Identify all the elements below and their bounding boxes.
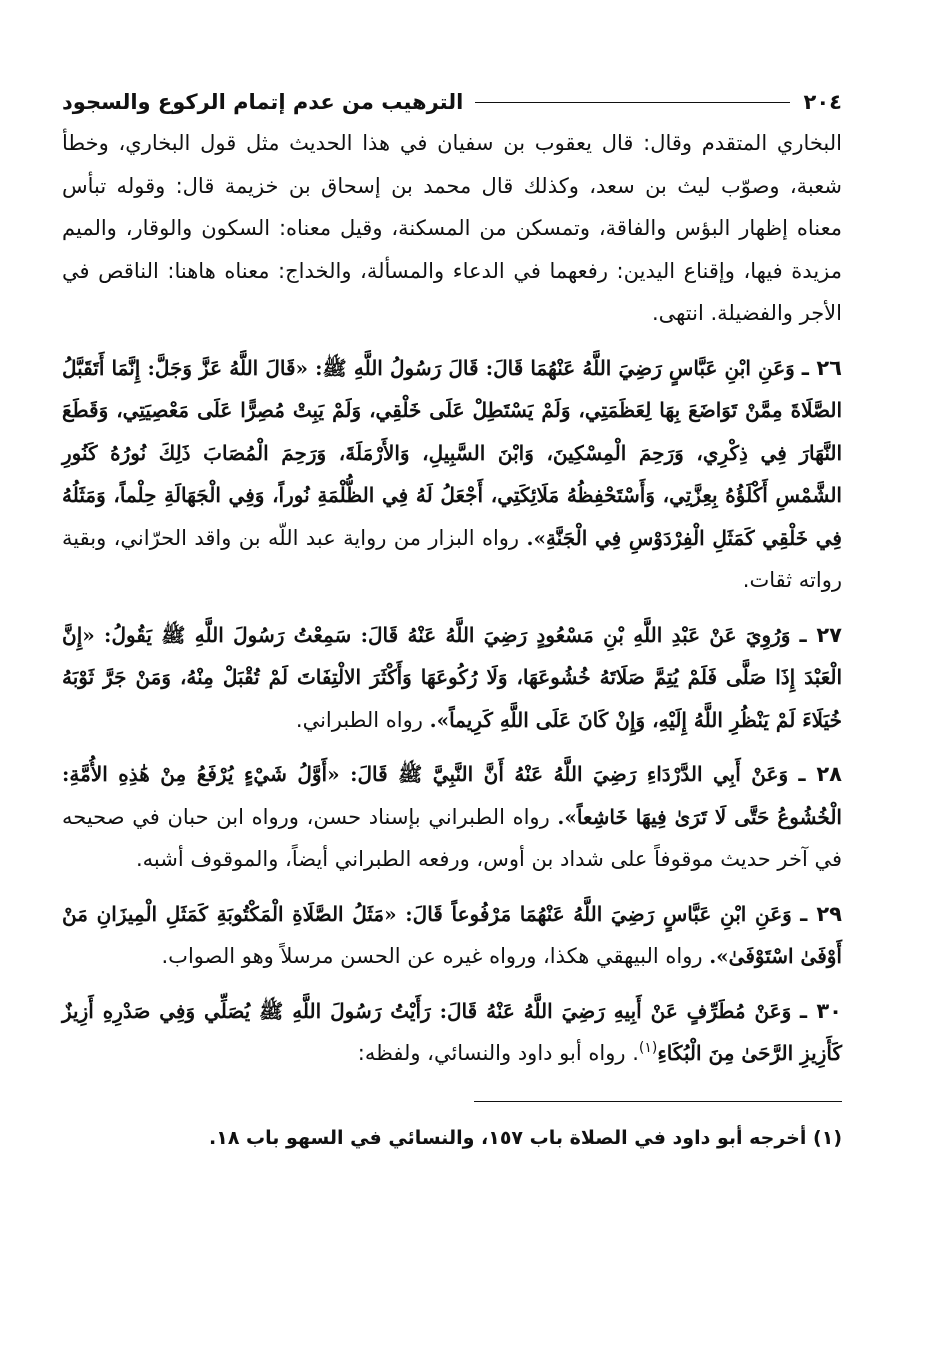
footnote: [62, 1122, 842, 1154]
hadith-text: وَرُوِيَ عَنْ عَبْدِ اللَّهِ بْنِ مَسْعُودٍ رَضِيَ اللَّهُ عَنْهُ قَالَ: سَمِعْتُ رَسُولَ اللَّهِ ﷺ يَقُولُ: «إِنَّ الْعَبْدَ إِذَا صَلَّى فَلَمْ يُتِمَّ صَلَاتَهُ خُشُوعَهَا، وَلَا رُكُوعَهَا وَأَكْثَرَ الالْتِفَاتَ لَمْ تُقْبَلْ مِنْهُ، وَمَنْ جَرَّ ثَوْبَهُ خُيَلَاءَ لَمْ يَنْظُرِ اللَّهُ إِلَيْهِ، وَإِنْ كَانَ عَلَى اللَّهِ كَرِيماً».: [62, 622, 842, 732]
hadith-source: رواه البزار من رواية عبد اللّه بن واقد الحرّاني، وبقية رواته ثقات.: [62, 525, 842, 592]
page-body: [62, 122, 842, 1075]
hadith-source: رواه الطبراني.: [295, 707, 423, 732]
hadith-number: ٢٦ ـ: [801, 355, 842, 380]
hadith-text: وَعَنِ ابْنِ عَبَّاسٍ رَضِيَ اللَّهُ عَنْهُمَا مَرْفُوعاً قَالَ: «مَثَلُ الصَّلَاةِ الْمَكْتُوبَةِ كَمَثَلِ الْمِيزَانِ مَنْ أَوْفَىٰ اسْتَوْفَىٰ».: [62, 901, 842, 968]
hadith-29: [62, 893, 842, 978]
footnote-reference[interactable]: (١): [638, 1040, 658, 1056]
hadith-28: [62, 753, 842, 881]
hadith-number: ٢٨ ـ: [798, 762, 842, 786]
hadith-text: وَعَنْ أَبِي الدَّرْدَاءِ رَضِيَ اللَّهُ عَنْهُ أَنَّ النَّبِيَّ ﷺ قَالَ: «أَوَّلُ شَيْءٍ يُرْفَعُ مِنْ هَٰذِهِ الأُمَّةِ: الْخُشُوعُ حَتَّى لَا تَرَىٰ فِيهَا خَاشِعاً».: [62, 762, 842, 829]
hadith-number: ٢٩ ـ: [800, 901, 842, 926]
hadith-source: رواه البيهقي هكذا، ورواه غيره عن الحسن مرسلاً وهو الصواب.: [161, 944, 703, 968]
header-rule: [475, 102, 789, 103]
running-title: الترهيب من عدم إتمام الركوع والسجود: [62, 90, 464, 114]
hadith-26: [62, 347, 842, 602]
footnote-text: أخرجه أبو داود في الصلاة باب ١٥٧، والنسائي في السهو باب ١٨.: [209, 1126, 807, 1149]
intro-paragraph: البخاري المتقدم وقال: قال يعقوب بن سفيان في هذا الحديث مثل قول البخاري، وخطأ شعبة، وصوّب ليث بن سعد، وكذلك قال محمد بن إسحاق بن خزيمة قال: وقوله تبأس معناه إظهار البؤس والفاقة، وتمسكن من المسكنة، وقيل معناه: السكون والوقار، والميم مزيدة فيها، وإقناع اليدين: رفعهما في الدعاء والمسألة، والخداج: معناه هاهنا: الناقص في الأجر والفضيلة. انتهى.: [62, 131, 842, 325]
footnote-separator: [474, 1101, 842, 1102]
page-number: ٢٠٤: [803, 90, 842, 114]
hadith-27: [62, 614, 842, 742]
hadith-source: رواه أبو داود والنسائي، ولفظه:: [357, 1041, 626, 1065]
hadith-30: ٣٠ ـ وَعَنْ مُطَرِّفٍ عَنْ أَبِيهِ رَضِيَ اللَّهُ عَنْهُ قَالَ: رَأَيْتُ رَسُولَ اللَّهِ ﷺ يُصَلِّي وَفِي صَدْرِهِ أَزِيزٌ كَأَزِيزِ الرَّحَىٰ مِنَ الْبُكَاءِ$^{(١)}$. رواه أبو داود والنسائي، ولفظه:: [62, 998, 842, 1065]
book-page: [62, 82, 842, 1154]
hadith-number: ٢٧ ـ: [799, 622, 842, 647]
running-header: [62, 82, 842, 122]
hadith-text: وَعَنِ ابْنِ عَبَّاسٍ رَضِيَ اللَّهُ عَنْهُمَا قَالَ: قَالَ رَسُولُ اللَّهِ ﷺ: «قَالَ اللَّهُ عَزَّ وَجَلَّ: إِنَّمَا أَتَقَبَّلُ الصَّلَاةَ مِمَّنْ تَوَاضَعَ بِهَا لِعَظَمَتِي، وَلَمْ يَسْتَطِلْ عَلَى خَلْقِي، وَلَمْ يَبِتْ مُصِرًّا عَلَى مَعْصِيَتِي، وَقَطَعَ النَّهَارَ فِي ذِكْرِي، وَرَحِمَ الْمِسْكِينَ، وَابْنَ السَّبِيلِ، وَالأَرْمَلَةَ، وَرَحِمَ الْمُصَابَ ذَلِكَ نُورُهُ كَنُورِ الشَّمْسِ أَكْلَؤُهُ بِعِزَّتِي، وَأَسْتَحْفِظُهُ مَلَائِكَتِي، أَجْعَلُ لَهُ فِي الظُّلْمَةِ نُوراً، وَفِي الْجَهَالَةِ حِلْماً، وَمَثَلُهُ فِي خَلْقِي كَمَثَلِ الْفِرْدَوْسِ فِي الْجَنَّةِ».: [62, 355, 842, 550]
footnote-marker: (١): [813, 1126, 842, 1149]
hadith-source: رواه الطبراني بإسناد حسن، ورواه ابن حبان في صحيحه في آخر حديث موقوفاً على شداد بن أوس، ورفعه الطبراني أيضاً، والموقوف أشبه.: [62, 804, 842, 871]
hadith-number: ٣٠ ـ: [799, 998, 842, 1023]
hadith-text: وَعَنْ مُطَرِّفٍ عَنْ أَبِيهِ رَضِيَ اللَّهُ عَنْهُ قَالَ: رَأَيْتُ رَسُولَ اللَّهِ ﷺ يُصَلِّي وَفِي صَدْرِهِ أَزِيزٌ كَأَزِيزِ الرَّحَىٰ مِنَ الْبُكَاءِ: [62, 998, 842, 1065]
